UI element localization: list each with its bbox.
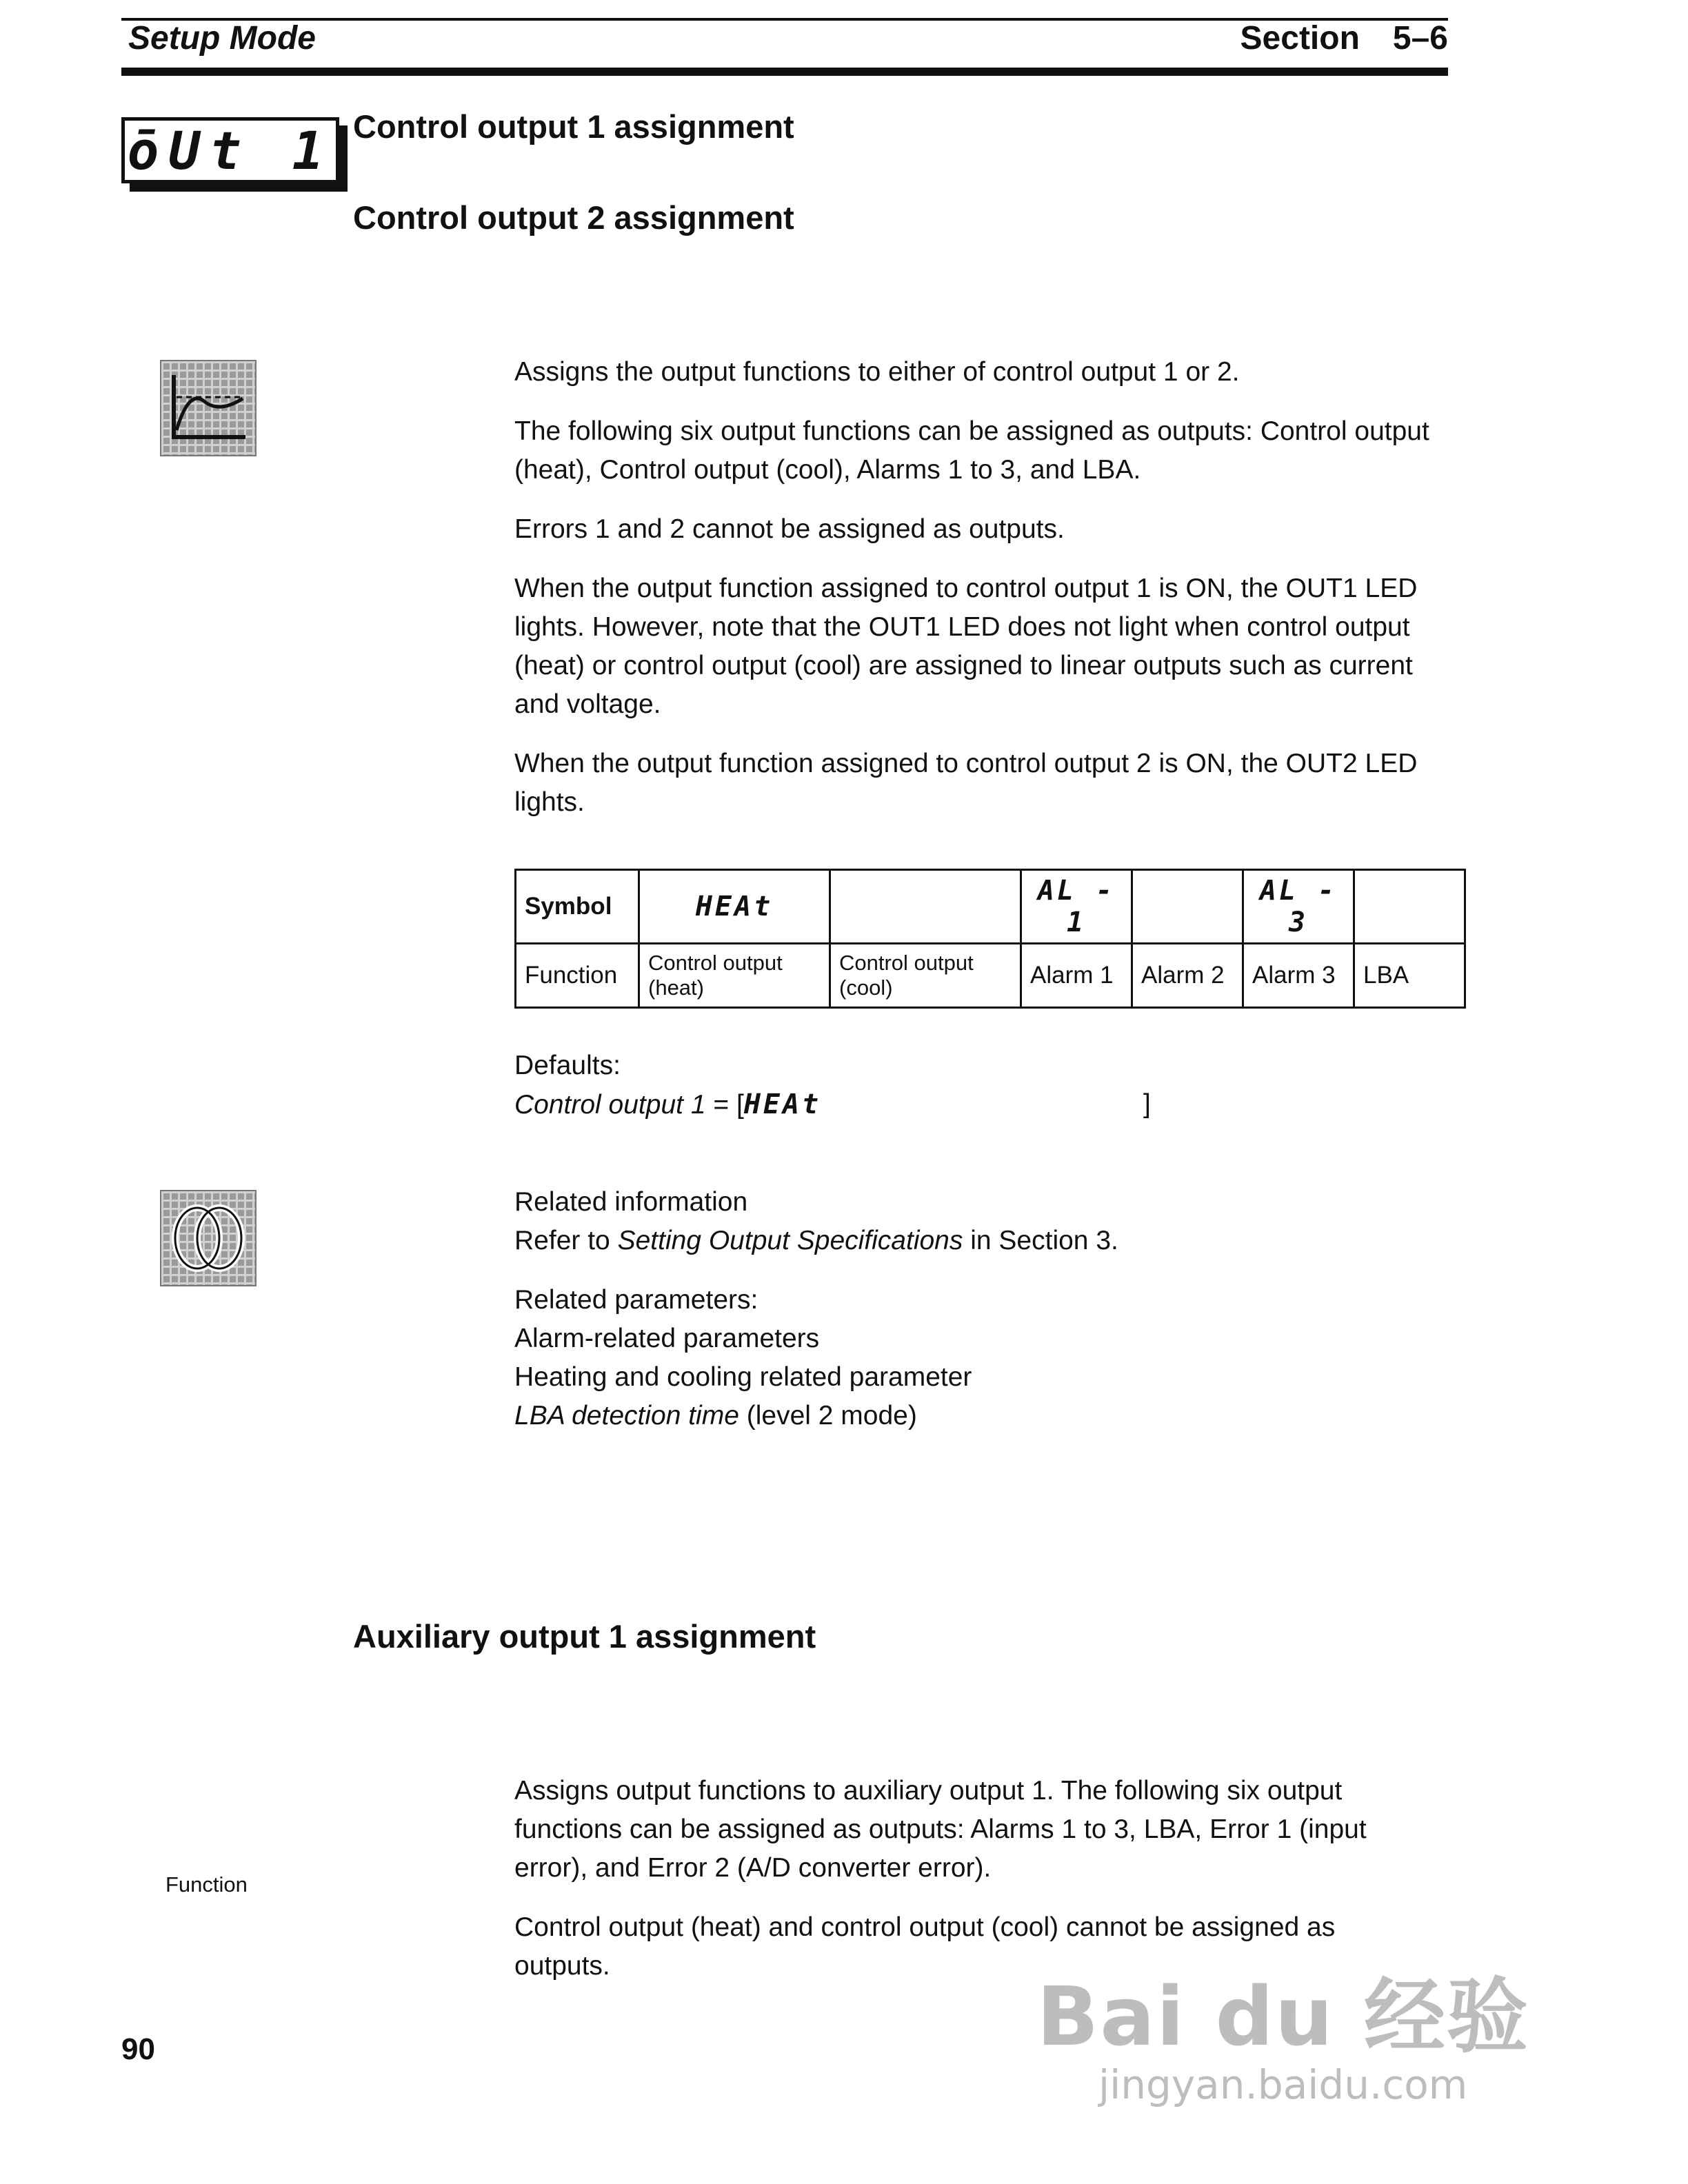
refer-suffix: in Section 3. xyxy=(963,1226,1118,1255)
defaults-equals: = [ xyxy=(705,1090,744,1120)
symbol-cell: AL - 1 xyxy=(1037,875,1116,938)
baidu-watermark xyxy=(1036,1951,1529,2108)
function-cell: Control output (cool) xyxy=(830,944,1021,1008)
related-param: Alarm-related parameters xyxy=(514,1324,820,1353)
symbol-cell: AL - 3 xyxy=(1259,875,1338,938)
header-section-number: 5–6 xyxy=(1392,20,1448,57)
related-info-label: Related information xyxy=(514,1187,748,1217)
function-cell: Alarm 2 xyxy=(1132,944,1243,1008)
defaults-close-bracket: ] xyxy=(1143,1089,1151,1119)
table-row xyxy=(516,944,1465,1008)
related-param-suffix: (level 2 mode) xyxy=(738,1401,917,1430)
related-info-icon xyxy=(160,1190,257,1286)
output-function-table xyxy=(514,869,1466,1009)
defaults-param: Control output 1 xyxy=(514,1090,706,1120)
lcd-display-text: ōUt 1 xyxy=(127,119,334,181)
linked-rings-icon xyxy=(161,1191,255,1285)
refer-prefix: Refer to xyxy=(514,1226,618,1255)
table-row xyxy=(516,870,1465,944)
header-title: Setup Mode xyxy=(128,20,316,57)
heading-control-output-1: Control output 1 assignment xyxy=(353,108,794,145)
section2-paragraph: Assigns output functions to auxiliary output 1. The following six output functions can be assigned as outputs: Alarms 1 to 3, LBA, Error 1 (input error), and Error 2 (A/D converter error). xyxy=(514,1776,1367,1883)
defaults-label: Defaults: xyxy=(514,1051,621,1080)
related-block xyxy=(514,1183,1452,1435)
section1-paragraph: Assigns the output functions to either of control output 1 or 2. xyxy=(514,357,1240,387)
function-cell: Alarm 3 xyxy=(1243,944,1354,1008)
section1-body xyxy=(514,353,1452,842)
function-graph-icon xyxy=(160,360,257,456)
function-cell: LBA xyxy=(1354,944,1465,1008)
header-bottom-rule xyxy=(121,68,1448,76)
refer-link-text: Setting Output Specifications xyxy=(617,1226,963,1255)
side-function-label: Function xyxy=(165,1872,248,1897)
heading-control-output-2: Control output 2 assignment xyxy=(353,199,794,236)
related-params-label: Related parameters: xyxy=(514,1285,758,1315)
section1-paragraph: When the output function assigned to control output 1 is ON, the OUT1 LED lights. However, note that the OUT1 LED does not light when control output (heat) or control output (cool) are assigned to linear outputs such as current and voltage. xyxy=(514,574,1418,719)
function-cell: Alarm 1 xyxy=(1021,944,1132,1008)
related-refer xyxy=(514,1222,1452,1260)
watermark-brand: Bai du 经验 xyxy=(1036,1969,1529,2064)
graph-icon-drawing xyxy=(161,361,255,455)
defaults-line xyxy=(514,1085,1452,1124)
page-number: 90 xyxy=(121,2032,155,2066)
section2-paragraph: Control output (heat) and control output (cool) cannot be assigned as outputs. xyxy=(514,1912,1336,1981)
heading-auxiliary-output-1: Auxiliary output 1 assignment xyxy=(353,1618,816,1655)
section1-paragraph: The following six output functions can be assigned as outputs: Control output (heat), Control output (cool), Alarms 1 to 3, and LBA. xyxy=(514,416,1429,485)
defaults-value: HEAt xyxy=(743,1089,822,1120)
related-param-italic: LBA detection time xyxy=(514,1401,739,1430)
table-header-symbol: Symbol xyxy=(516,870,639,944)
section1-paragraph: Errors 1 and 2 cannot be assigned as outputs. xyxy=(514,514,1065,544)
related-param: Heating and cooling related parameter xyxy=(514,1362,972,1392)
function-cell: Control output (heat) xyxy=(639,944,830,1008)
symbol-cell: HEAt xyxy=(695,891,774,922)
lcd-parameter-display xyxy=(121,117,339,183)
related-param xyxy=(514,1397,1452,1435)
header-section-label: Section xyxy=(1240,20,1360,57)
defaults-block xyxy=(514,1046,1452,1124)
table-header-function: Function xyxy=(516,944,639,1008)
header-section xyxy=(1240,19,1448,57)
watermark-url: jingyan.baidu.com xyxy=(1098,2061,1468,2108)
section1-paragraph: When the output function assigned to control output 2 is ON, the OUT2 LED lights. xyxy=(514,749,1418,817)
